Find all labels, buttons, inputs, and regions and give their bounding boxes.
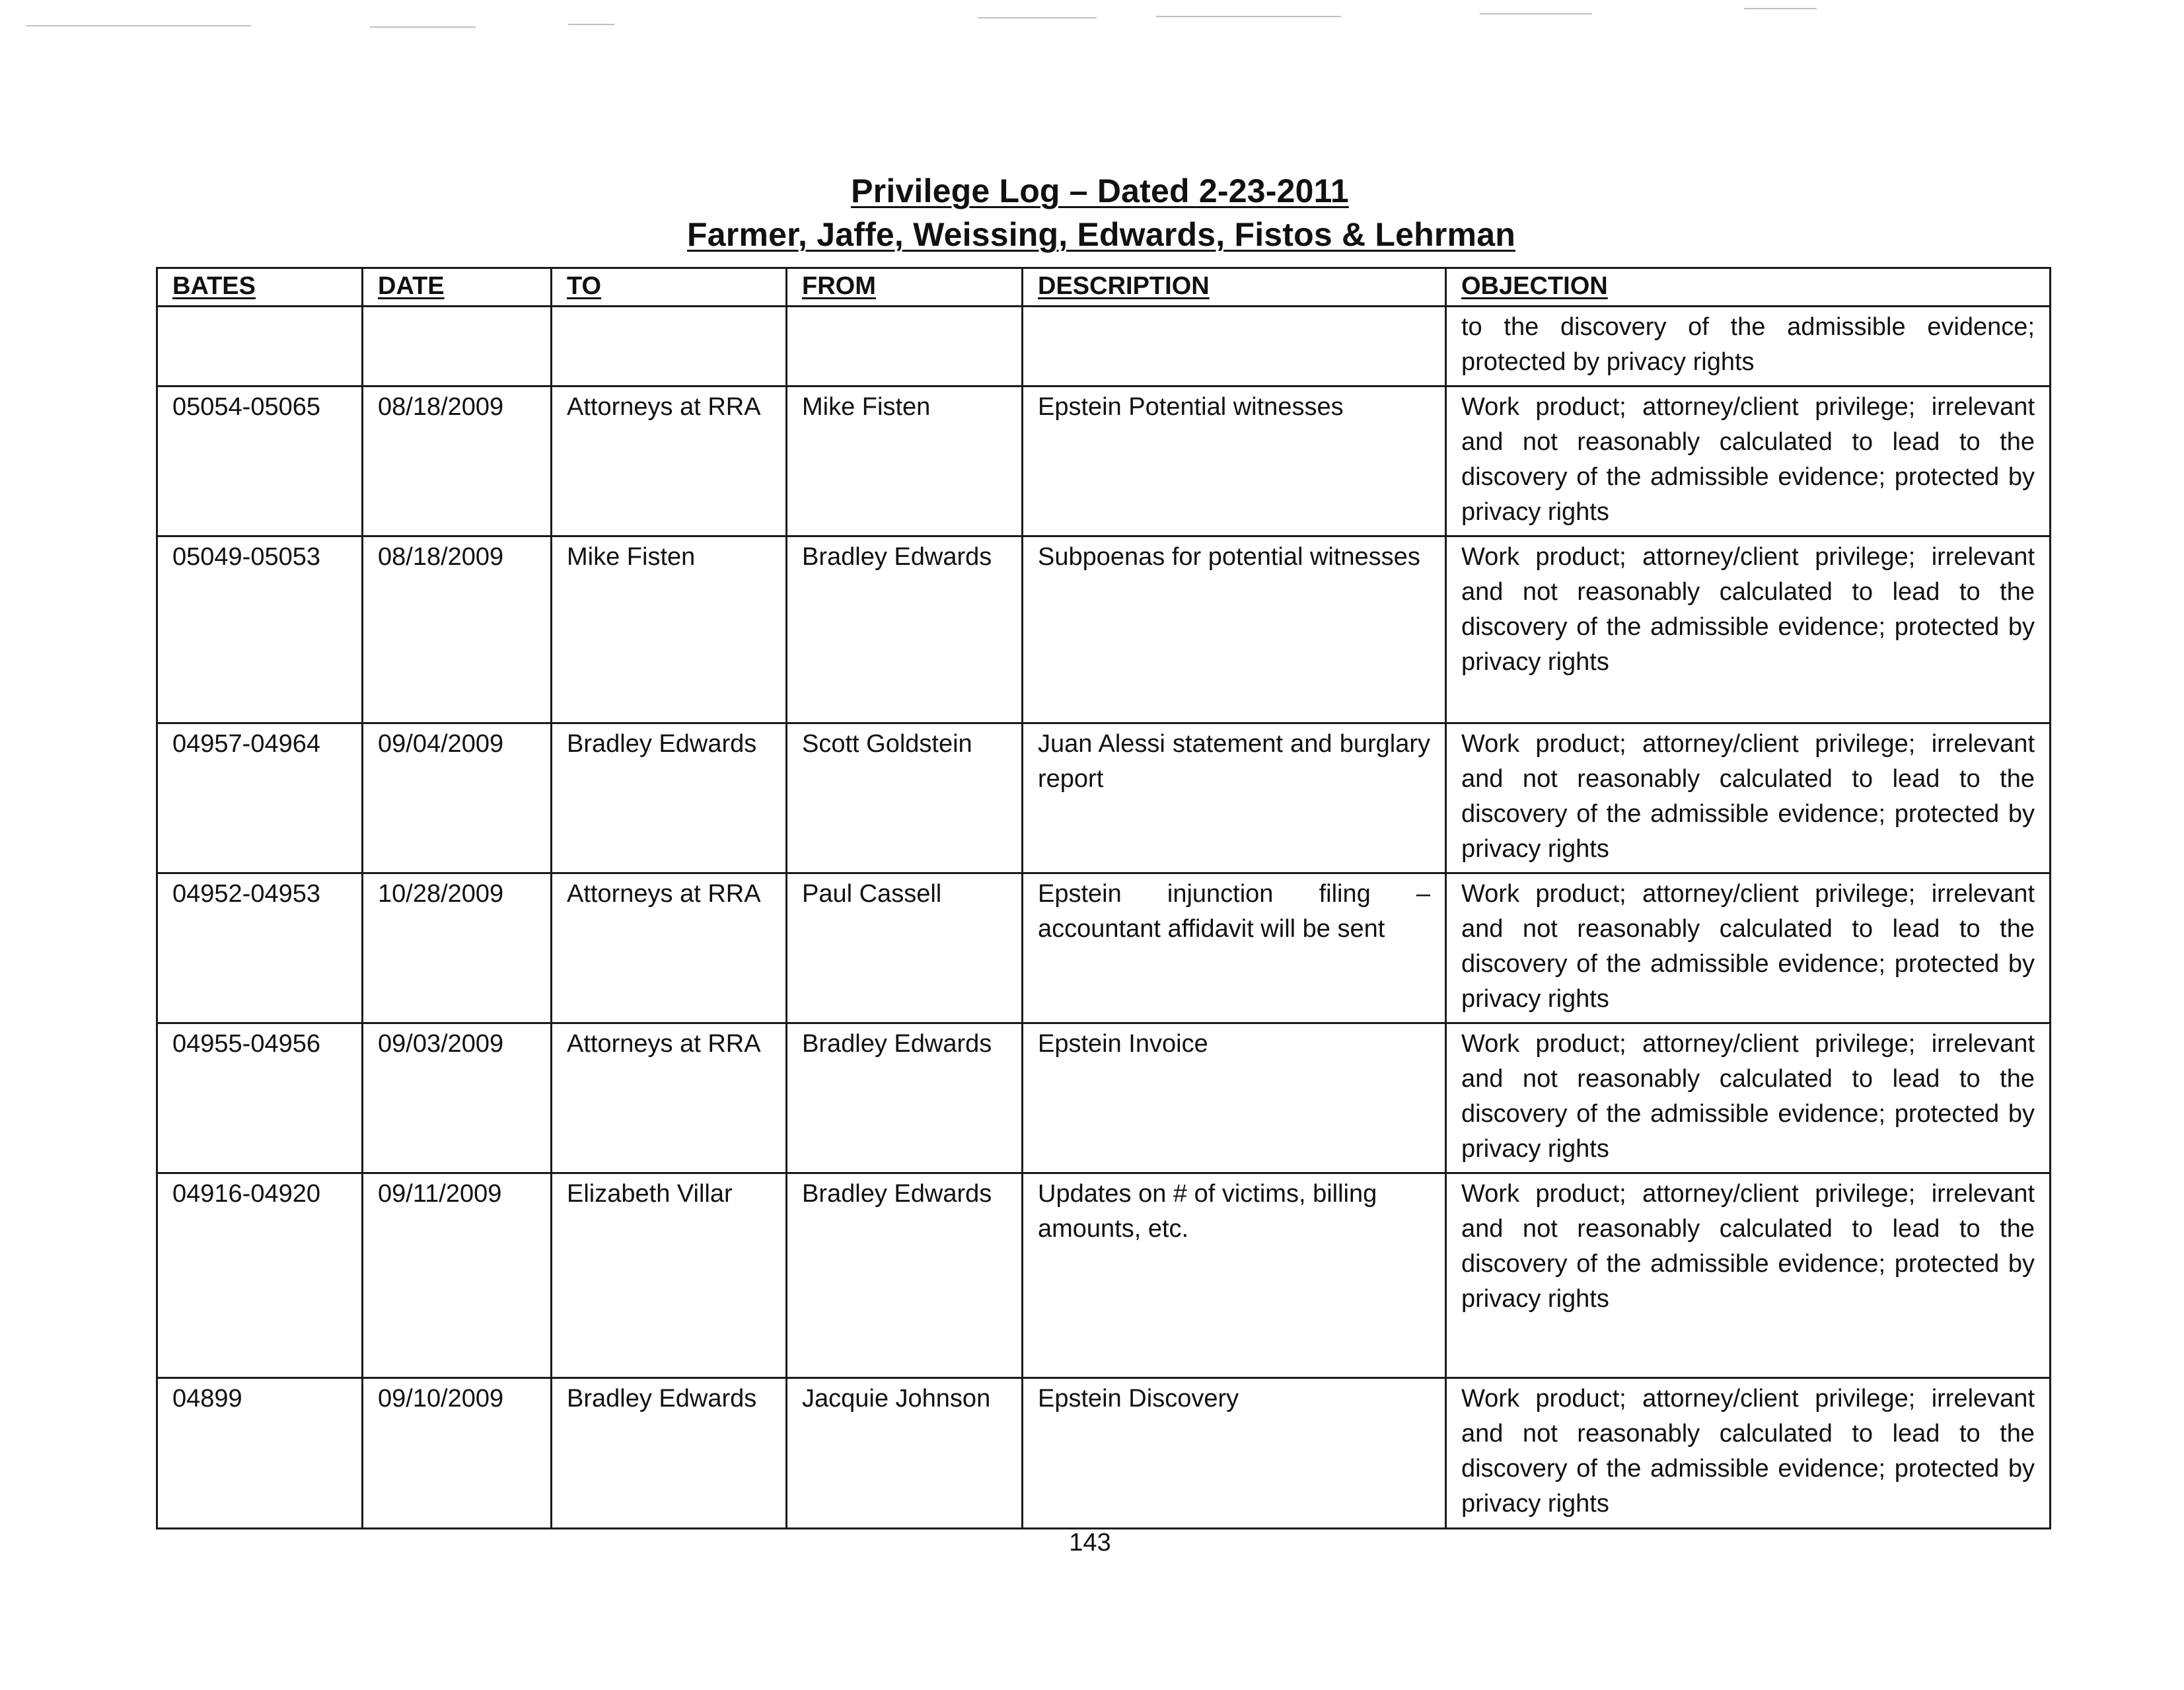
cell-bates: 05049-05053 <box>157 536 363 723</box>
cell-bates: 05054-05065 <box>157 386 363 536</box>
column-header-bates: BATES <box>157 268 363 307</box>
cell-description: Epstein Potential witnesses <box>1023 386 1446 536</box>
cell-date: 09/10/2009 <box>363 1378 552 1529</box>
cell-to: Elizabeth Villar <box>552 1173 787 1378</box>
cell-description: Epstein injunction filing – accountant affidavit will be sent <box>1023 873 1446 1023</box>
document-subtitle: Farmer, Jaffe, Weissing, Edwards, Fistos & Lehrman <box>687 216 1515 253</box>
cell-to: Attorneys at RRA <box>552 873 787 1023</box>
cell-to: Attorneys at RRA <box>552 1023 787 1173</box>
cell-description <box>1023 307 1446 386</box>
cell-to: Attorneys at RRA <box>552 386 787 536</box>
table-row <box>157 536 2051 723</box>
cell-bates: 04952-04953 <box>157 873 363 1023</box>
cell-from: Bradley Edwards <box>787 1023 1023 1173</box>
table-row <box>157 1023 2051 1173</box>
scan-artifact <box>26 25 251 26</box>
cell-description: Subpoenas for potential witnesses <box>1023 536 1446 723</box>
cell-description: Juan Alessi statement and burglary report <box>1023 723 1446 873</box>
cell-objection: Work product; attorney/client privilege; irrelevant and not reasonably calculated to lead to the discovery of the admissible evidence; protected by privacy rights <box>1446 873 2051 1023</box>
cell-date: 10/28/2009 <box>363 873 552 1023</box>
cell-bates: 04957-04964 <box>157 723 363 873</box>
cell-to <box>552 307 787 386</box>
column-header-date: DATE <box>363 268 552 307</box>
scan-artifact <box>1480 13 1592 15</box>
cell-objection: Work product; attorney/client privilege; irrelevant and not reasonably calculated to lead to the discovery of the admissible evidence; protected by privacy rights <box>1446 1023 2051 1173</box>
cell-from: Paul Cassell <box>787 873 1023 1023</box>
cell-objection: to the discovery of the admissible evidence; protected by privacy rights <box>1446 307 2051 386</box>
cell-description: Epstein Invoice <box>1023 1023 1446 1173</box>
scan-artifact <box>978 17 1097 18</box>
scan-artifact <box>568 24 614 25</box>
column-header-objection: OBJECTION <box>1446 268 2051 307</box>
table-row <box>157 1173 2051 1378</box>
privilege-log-table <box>156 267 2051 1529</box>
cell-objection: Work product; attorney/client privilege; irrelevant and not reasonably calculated to lead to the discovery of the admissible evidence; protected by privacy rights <box>1446 723 2051 873</box>
cell-bates: 04899 <box>157 1378 363 1529</box>
cell-bates <box>157 307 363 386</box>
cell-date <box>363 307 552 386</box>
scan-artifact <box>370 26 476 28</box>
cell-from: Jacquie Johnson <box>787 1378 1023 1529</box>
cell-from: Bradley Edwards <box>787 536 1023 723</box>
table-row <box>157 873 2051 1023</box>
page-number: 143 <box>1069 1529 1111 1557</box>
cell-date: 09/11/2009 <box>363 1173 552 1378</box>
cell-to: Bradley Edwards <box>552 723 787 873</box>
scan-artifact <box>1744 8 1817 9</box>
table-row <box>157 1378 2051 1529</box>
document-title: Privilege Log – Dated 2-23-2011 <box>851 172 1349 209</box>
cell-from <box>787 307 1023 386</box>
cell-date: 08/18/2009 <box>363 386 552 536</box>
cell-to: Bradley Edwards <box>552 1378 787 1529</box>
column-header-to: TO <box>552 268 787 307</box>
table-header-row <box>157 268 2051 307</box>
cell-date: 09/03/2009 <box>363 1023 552 1173</box>
table-row <box>157 386 2051 536</box>
cell-from: Bradley Edwards <box>787 1173 1023 1378</box>
column-header-description: DESCRIPTION <box>1023 268 1446 307</box>
table-row <box>157 723 2051 873</box>
cell-bates: 04955-04956 <box>157 1023 363 1173</box>
cell-objection: Work product; attorney/client privilege; irrelevant and not reasonably calculated to lead to the discovery of the admissible evidence; protected by privacy rights <box>1446 1173 2051 1378</box>
cell-objection: Work product; attorney/client privilege; irrelevant and not reasonably calculated to lead to the discovery of the admissible evidence; protected by privacy rights <box>1446 1378 2051 1529</box>
cell-description: Epstein Discovery <box>1023 1378 1446 1529</box>
cell-objection: Work product; attorney/client privilege; irrelevant and not reasonably calculated to lead to the discovery of the admissible evidence; protected by privacy rights <box>1446 536 2051 723</box>
cell-objection: Work product; attorney/client privilege; irrelevant and not reasonably calculated to lead to the discovery of the admissible evidence; protected by privacy rights <box>1446 386 2051 536</box>
cell-bates: 04916-04920 <box>157 1173 363 1378</box>
column-header-from: FROM <box>787 268 1023 307</box>
cell-from: Mike Fisten <box>787 386 1023 536</box>
cell-date: 08/18/2009 <box>363 536 552 723</box>
cell-description: Updates on # of victims, billing amounts, etc. <box>1023 1173 1446 1378</box>
scan-artifact <box>1156 16 1341 17</box>
cell-from: Scott Goldstein <box>787 723 1023 873</box>
cell-to: Mike Fisten <box>552 536 787 723</box>
document-header <box>155 169 2048 256</box>
table-row <box>157 307 2051 386</box>
cell-date: 09/04/2009 <box>363 723 552 873</box>
